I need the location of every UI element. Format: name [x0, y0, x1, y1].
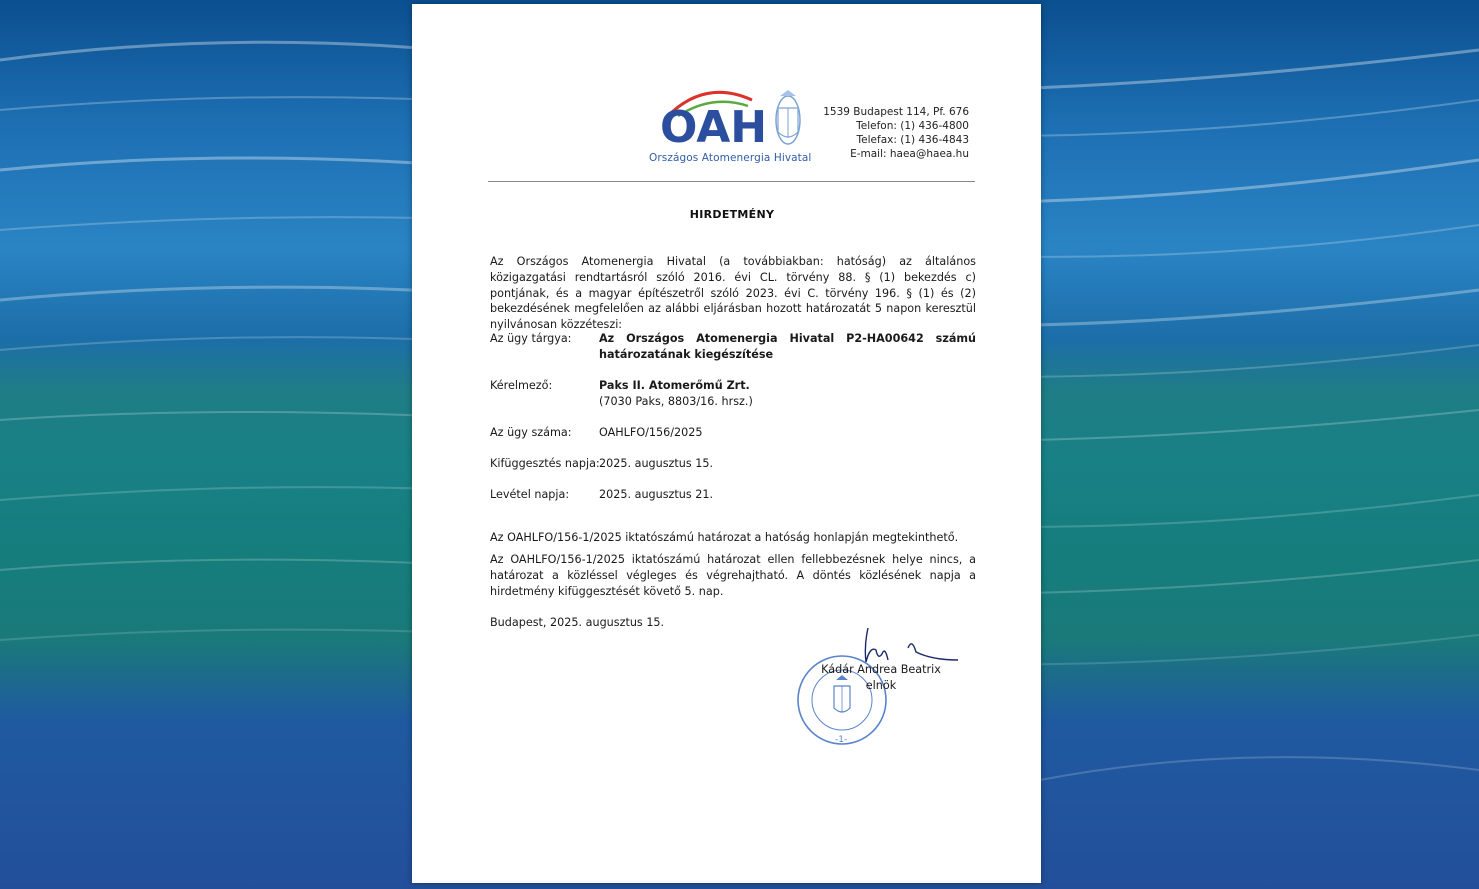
- field-label: Kifüggesztés napja:: [490, 457, 600, 470]
- field-label: Kérelmező:: [490, 379, 553, 392]
- signer-title: elnök: [865, 679, 897, 692]
- handwritten-signature: [865, 628, 958, 662]
- signer-name: Kádár Andrea Beatrix: [821, 663, 941, 676]
- field-value: Az Országos Atomenergia Hivatal P2-HA00642 számú határozatának kiegészítése: [599, 332, 976, 361]
- note-website: Az OAHLFO/156-1/2025 iktatószámú határozat a hatóság honlapján megtekinthető.: [490, 531, 959, 544]
- note-appeal: Az OAHLFO/156-1/2025 iktatószámú határozat ellen fellebbezésnek helye nincs, a határozat a közléssel végleges és végrehajtható. A döntés közlésének napja a hirdetmény kifüggesztését követő 5. nap.: [490, 553, 976, 598]
- field-label: Levétel napja:: [490, 488, 570, 501]
- email: E-mail: haea@haea.hu: [850, 148, 969, 160]
- address: 1539 Budapest 114, Pf. 676: [823, 106, 969, 118]
- signer-block: [816, 662, 946, 694]
- field-subvalue: (7030 Paks, 8803/16. hrsz.): [599, 394, 753, 408]
- field-label: Az ügy tárgya:: [490, 332, 572, 345]
- fax: Telefax: (1) 436-4843: [856, 134, 969, 146]
- intro-paragraph: Az Országos Atomenergia Hivatal (a továbbiakban: hatóság) az általános közigazgatási rendtartásról szóló 2016. évi CL. törvény 88. § (1) bekezdés c) pontjának, és a magyar építészetről szóló 2023. évi C. törvény 196. § (1) és (2) bekezdésének megfelelően az alábbi eljárásban hozott határozatát 5 napon keresztül nyilvánosan közzéteszi:: [490, 255, 976, 332]
- field-value: OAHLFO/156/2025: [599, 426, 703, 439]
- document-title: HIRDETMÉNY: [689, 208, 775, 221]
- header-divider: [488, 181, 975, 182]
- contact-block: [823, 105, 969, 161]
- svg-text:OAH: OAH: [660, 102, 768, 153]
- logo-caption: Országos Atomenergia Hivatal: [649, 152, 812, 164]
- stamp-number: -1-: [835, 735, 848, 745]
- field-label: Az ügy száma:: [490, 426, 572, 439]
- place-date: Budapest, 2025. augusztus 15.: [490, 616, 665, 629]
- hungarian-coat-of-arms-icon: [776, 90, 800, 144]
- field-value: 2025. augusztus 21.: [599, 488, 714, 501]
- notice-document: [412, 4, 1041, 883]
- phone: Telefon: (1) 436-4800: [856, 120, 969, 132]
- field-value: 2025. augusztus 15.: [599, 457, 714, 470]
- field-value-block: [599, 378, 976, 410]
- field-value: Paks II. Atomerőmű Zrt.: [599, 379, 750, 392]
